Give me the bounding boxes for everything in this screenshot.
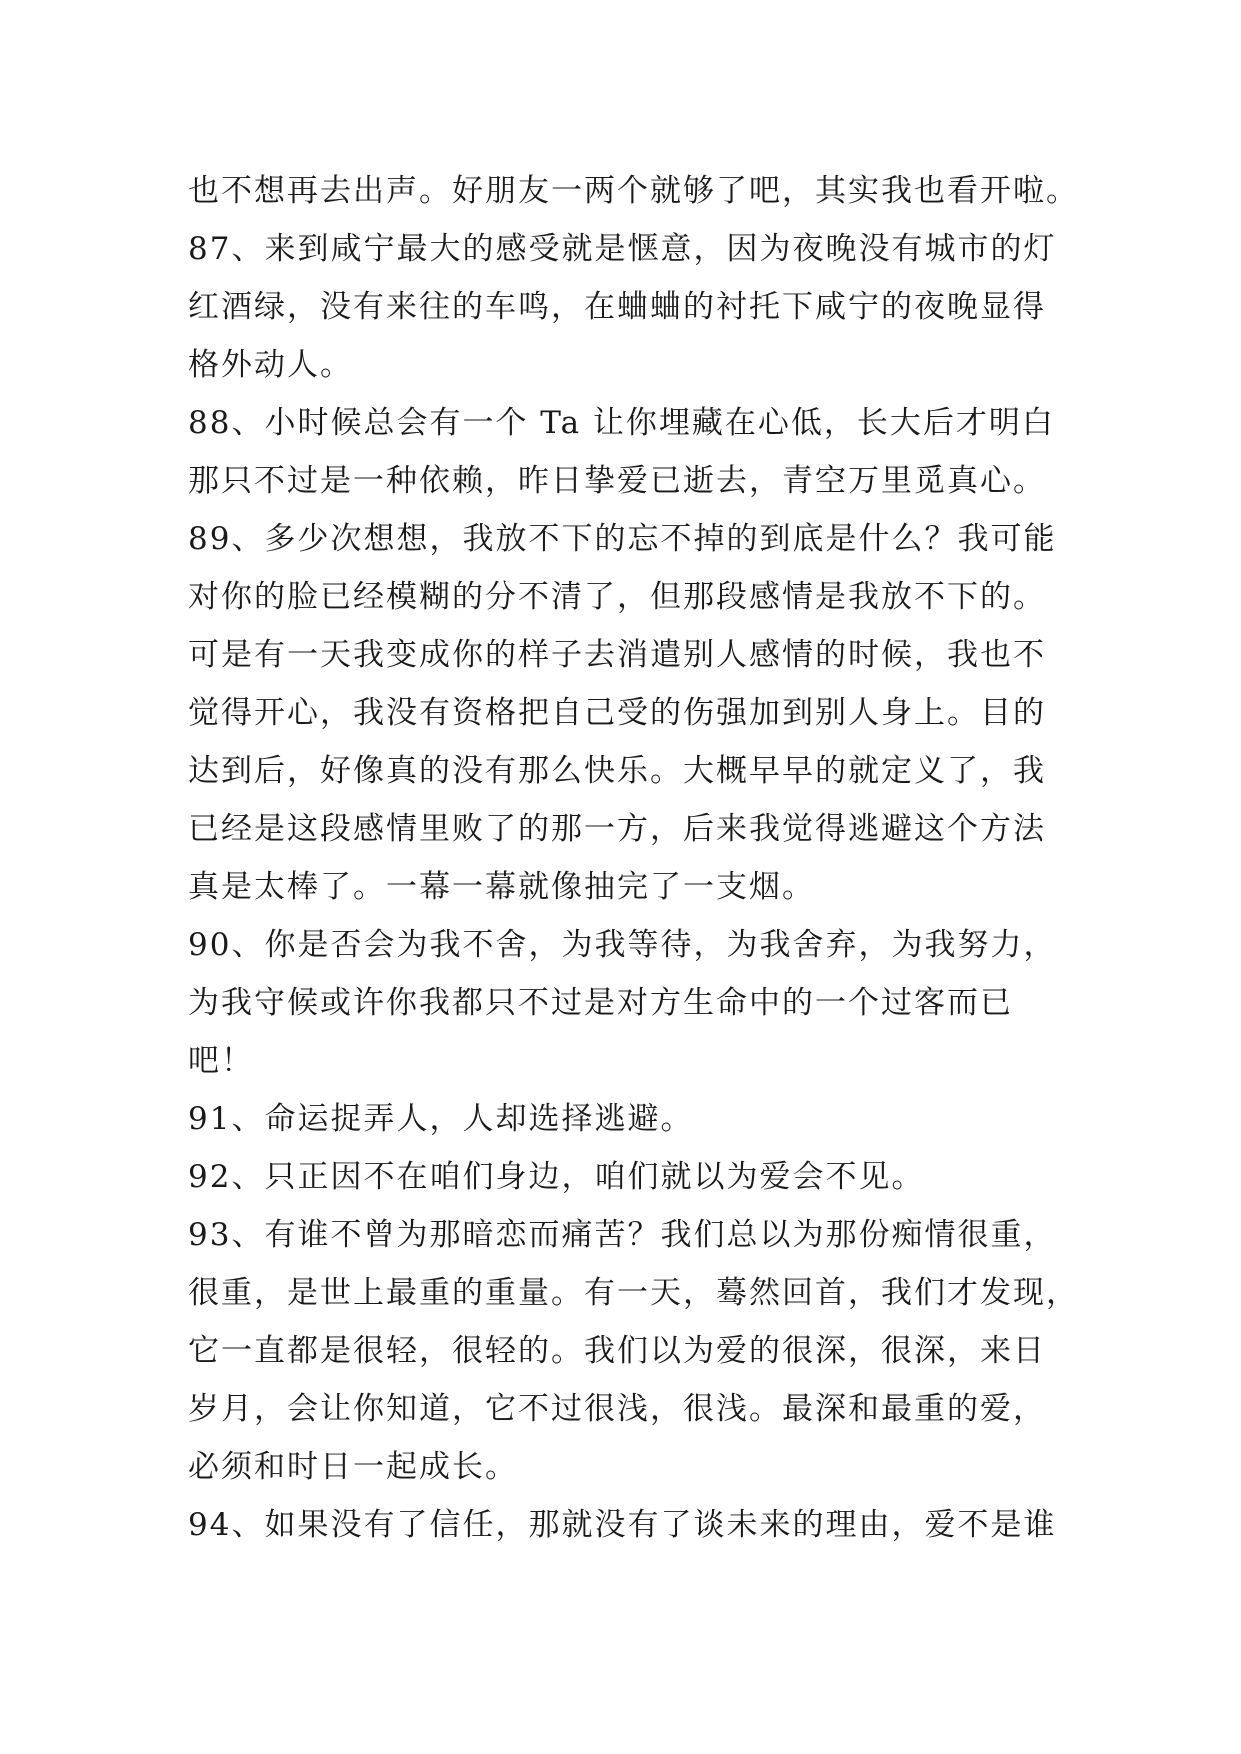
- text-line: 达到后，好像真的没有那么快乐。大概早早的就定义了，我: [188, 753, 1046, 789]
- body-text: [188, 162, 1079, 1554]
- text-line: 93、有谁不曾为那暗恋而痛苦？我们总以为那份痴情很重，: [188, 1217, 1057, 1253]
- text-line: 94、如果没有了信任，那就没有了谈未来的理由，爱不是谁: [188, 1507, 1057, 1543]
- text-line: 89、多少次想想，我放不下的忘不掉的到底是什么？我可能: [188, 521, 1057, 557]
- text-line: 对你的脸已经模糊的分不清了，但那段感情是我放不下的。: [188, 579, 1046, 615]
- text-line: 很重，是世上最重的重量。有一天，蓦然回首，我们才发现，: [188, 1275, 1079, 1311]
- text-line: 岁月，会让你知道，它不过很浅，很浅。最深和最重的爱，: [188, 1391, 1046, 1427]
- text-line: 已经是这段感情里败了的那一方，后来我觉得逃避这个方法: [188, 811, 1046, 847]
- text-line: 格外动人。: [188, 347, 353, 383]
- text-line: 92、只正因不在咱们身边，咱们就以为爱会不见。: [188, 1159, 925, 1195]
- text-line: 吧！: [188, 1043, 254, 1079]
- text-line: 它一直都是很轻，很轻的。我们以为爱的很深，很深，来日: [188, 1333, 1046, 1369]
- text-line: 觉得开心，我没有资格把自己受的伤强加到别人身上。目的: [188, 695, 1046, 731]
- text-line: 红酒绿，没有来往的车鸣，在蛐蛐的衬托下咸宁的夜晚显得: [188, 289, 1046, 325]
- text-line: 91、命运捉弄人，人却选择逃避。: [188, 1101, 694, 1137]
- text-line: 87、来到咸宁最大的感受就是惬意，因为夜晚没有城市的灯: [188, 231, 1057, 267]
- text-line: 也不想再去出声。好朋友一两个就够了吧，其实我也看开啦。: [188, 173, 1079, 209]
- text-line: 必须和时日一起成长。: [188, 1449, 518, 1485]
- text-line: 真是太棒了。一幕一幕就像抽完了一支烟。: [188, 869, 815, 905]
- text-line: 为我守候或许你我都只不过是对方生命中的一个过客而已: [188, 985, 1013, 1021]
- text-line: 可是有一天我变成你的样子去消遣别人感情的时候，我也不: [188, 637, 1046, 673]
- text-line: 90、你是否会为我不舍，为我等待，为我舍弃，为我努力，: [188, 927, 1057, 963]
- text-line: 88、小时候总会有一个 Ta 让你埋藏在心低，长大后才明白: [188, 405, 1055, 441]
- text-line: 那只不过是一种依赖，昨日挚爱已逝去，青空万里觅真心。: [188, 463, 1046, 499]
